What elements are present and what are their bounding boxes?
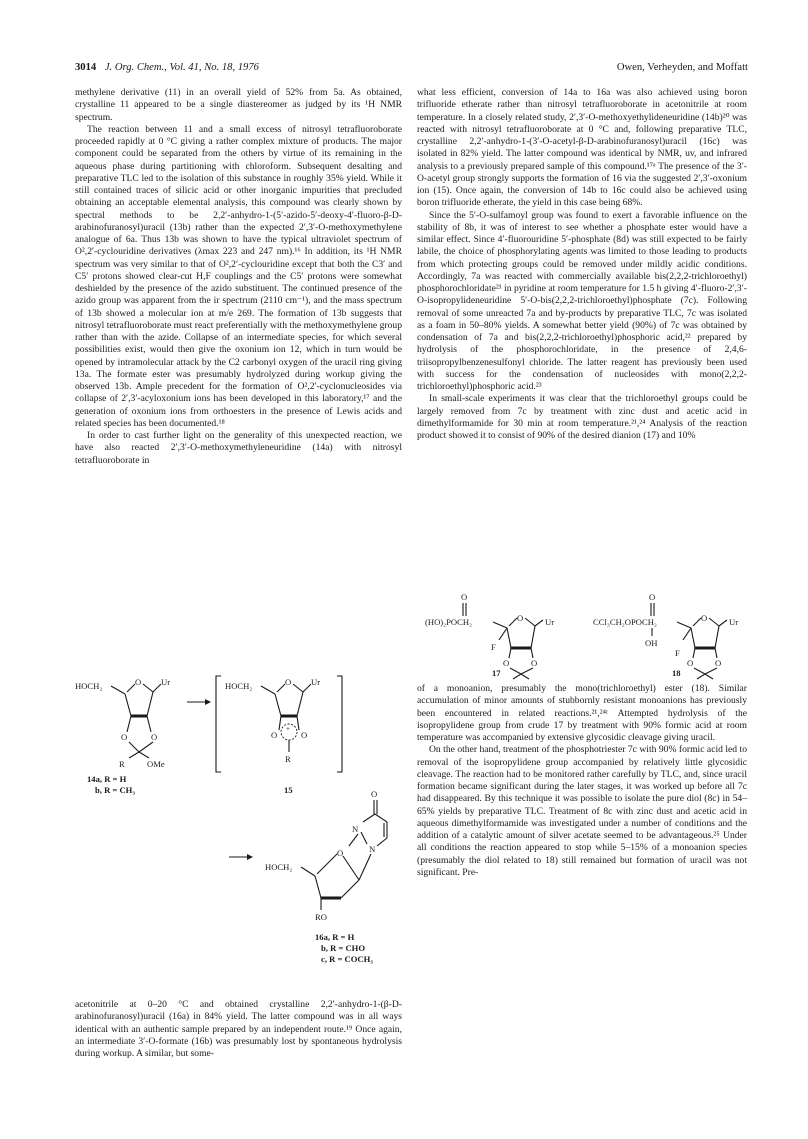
structure-15 <box>216 676 342 795</box>
atom-label: Ur <box>729 617 739 627</box>
paragraph: In small-scale experiments it was clear that the trichloroethyl groups could be largely removed from 7c by treatment with zinc dust and acetic acid in dimethylformamide for 30 min at room temperature.²¹,²⁴ Analysis of the reaction product showed it to consist of 90% of the desired dianion (17) and 10% <box>417 393 747 441</box>
left-column-text <box>75 87 402 467</box>
atom-label: R <box>119 759 125 769</box>
atom-label: Ur <box>311 677 321 687</box>
atom-label: O <box>649 592 656 602</box>
atom-label: O <box>285 677 292 687</box>
atom-label: HOCH₂ <box>225 681 253 691</box>
atom-label: N <box>369 844 376 854</box>
compound-label: 14a, R = H <box>87 774 127 784</box>
atom-label: F <box>491 642 496 652</box>
structure-17 <box>425 592 554 679</box>
atom-label: O <box>517 613 524 623</box>
charge-label: + <box>286 725 290 733</box>
atom-label: N <box>352 824 359 834</box>
running-header-authors: Owen, Verheyden, and Moffatt <box>616 62 748 73</box>
atom-label: (HO)₂POCH₂ <box>425 617 473 627</box>
paragraph: acetonitrile at 0–20 °C and obtained crystalline 2,2′-anhydro-1-(β-D-arabinofuranosyl)uracil (16a) in 84% yield. The latter compound was in all ways identical with an authentic sample prepared by an independent route.¹⁹ Once again, an intermediate 3′-O-formate (16b) was presumably lost by spontaneous hydrolysis during workup. A similar, but some- <box>75 999 402 1059</box>
right-column-text-lower <box>417 683 747 879</box>
compound-label-17: 17 <box>492 668 501 678</box>
atom-label: O <box>371 789 378 799</box>
atom-label: R <box>285 754 291 764</box>
atom-label: F <box>675 648 680 658</box>
structure-14 <box>75 677 170 795</box>
paragraph: The reaction between 11 and a small excess of nitrosyl tetrafluoroborate proceeded rapidly at 0 °C giving a rather complex mixture of products. The major component could be separated from the others by virtue of its remaining in the aqueous phase during partitioning with chloroform. Subsequent desalting and preparative TLC led to the isolation of this substance in roughly 35% yield. While it still contained traces of silicic acid or other inorganic impurities that precluded obtaining an acceptable elemental analysis, this compound was clearly shown by spectral methods to be 2,2′-anhydro-1-(5′-azido-5′-deoxy-4′-fluoro-β-D-arabinofuranosyl)uracil (13b) rather than the expected 2′,3′-O-methoxymethylene analogue of 6a. Thus 13b was shown to have the typical ultraviolet spectrum of O²,2′-cyclouridine derivatives (λmax 223 and 247 nm).¹⁶ In addition, its ¹H NMR spectrum was very similar to that of O²,2′-cyclouridine except that both the C3′ and C5′ protons showed clear-cut H,F couplings and the C5′ protons were somewhat deshielded by the presence of the azido substituent. The continued presence of the azido group was apparent from the ir spectrum (2110 cm⁻¹), and the mass spectrum of 13b showed a molecular ion at m/e 269. The formation of 13b suggests that nitrosyl tetrafluoroborate must react preferentially with the methoxymethylene group rather than with the azide. Collapse of an intermediate species, for which several possibilities exist, would then give the oxonium ion 12, which in turn would be opened by intramolecular attack by the C2 carbonyl oxygen of the uracil ring giving 13a. The formate ester was presumably hydrolyzed during workup giving the observed 13b. Ample precedent for the formation of O²,2′-cyclonucleosides via collapse of 2′,3′-acyloxonium ions has been developed in this laboratory,¹⁷ and the generation of oxonium ions from orthoesters in the presence of Lewis acids and related species has been documented.¹⁸ <box>75 123 402 429</box>
atom-label: CCl₃CH₂OPOCH₂ <box>593 617 657 627</box>
atom-label: O <box>271 730 278 740</box>
paragraph: methylene derivative (11) in an overall yield of 52% from 5a. As obtained, crystalline 11 appeared to be a single diastereomer as judged by its ¹H NMR spectrum. <box>75 87 402 123</box>
atom-label: Ur <box>161 677 171 687</box>
atom-label: HOCH₂ <box>75 681 103 691</box>
atom-label: O <box>715 658 722 668</box>
reaction-arrow <box>187 699 211 705</box>
atom-label: O <box>461 592 468 602</box>
right-column-text <box>417 87 747 442</box>
left-column-text-lower <box>75 999 402 1060</box>
paragraph: Since the 5′-O-sulfamoyl group was found to exert a favorable influence on the stability of 8b, it was of interest to see whether a phosphate ester would have a similar effect. Since 4′-fluorouridine 5′-phosphate (8d) was still expected to be fairly labile, the choice of phosphorylating agents was limited to those leading to products from which protecting groups could be removed under mildly acidic conditions. Accordingly, 7a was reacted with commercially available bis(2,2,2-trichloroethyl) phosphorochloridate²¹ in pyridine at room temperature for 1.5 h giving 4′-fluoro-2′,3′-O-isopropylideneuridine 5′-O-bis(2,2,2-trichloroethyl)phosphate (7c). Following removal of some unreacted 7a and by-products by preparative TLC, 7c was isolated as a foam in 50–80% yields. A somewhat better yield (90%) of 7c was obtained by condensation of 7a and bis(2,2,2-trichloroethyl)phosphoric acid,²² prepared by hydrolysis of the phosphorochloridate, in the presence of 2,4,6-triisopropylbenzenesulfonyl chloride. The latter reagent has previously been used with success for the condensation of nucleosides with mono(2,2,2-trichloroethyl)phosphoric acid.²³ <box>417 209 747 392</box>
reaction-scheme-14-15-16 <box>75 672 405 998</box>
atom-label: O <box>135 677 142 687</box>
running-header-left <box>75 62 259 73</box>
atom-label: OH <box>645 638 658 648</box>
atom-label: HOCH₂ <box>265 862 293 872</box>
atom-label: O <box>531 658 538 668</box>
journal-citation: J. Org. Chem., Vol. 41, No. 18, 1976 <box>104 62 259 73</box>
atom-label: O <box>701 613 708 623</box>
structure-18 <box>593 592 738 679</box>
atom-label: O <box>151 732 158 742</box>
atom-label: O <box>301 730 308 740</box>
reaction-arrow <box>229 854 253 860</box>
atom-label: RO <box>315 912 327 922</box>
paragraph: On the other hand, treatment of the phosphotriester 7c with 90% formic acid led to removal of the isopropylidene group accompanied by relatively little glycosidic cleavage. The reaction had to be monitored rather carefully by TLC, and, since uracil formation became significant during the later stages, it was worked up before all 7c had disappeared. By this technique it was possible to isolate the pure diol (8c) in 54–65% yields by preparative TLC. Treatment of 8c with zinc dust and acetic acid in aqueous dimethylformamide was investigated under a number of conditions and the addition of a catalytic amount of silver acetate seemed to be advantageous.²⁵ Under all conditions the reaction appeared to stop while 5–15% of a monoanion species (presumably the diol related to 18) still remained but formation of uracil was not significant. Pre- <box>417 744 747 878</box>
structure-16 <box>265 789 387 964</box>
compound-label: 16a, R = H <box>315 932 355 942</box>
compound-label: c, R = COCH₃ <box>321 954 373 964</box>
atom-label: Ur <box>545 617 555 627</box>
compound-label: 15 <box>284 785 293 795</box>
paragraph: what less efficient, conversion of 14a to 16a was also achieved using boron trifluoride etherate rather than nitrosyl tetrafluoroborate in acetonitrile at room temperature. In a closely related study, 2′,3′-O-methoxyethylideneuridine (14b)²⁰ was reacted with nitrosyl tetrafluoroborate at 0 °C and, following preparative TLC, crystalline 2,2′-anhydro-1-(3′-O-acetyl-β-D-arabinofuranosyl)uracil (16c) was isolated in 82% yield. The latter compound was identical by NMR, uv, and infrared analysis to a previously prepared sample of this compound.¹⁷ᵃ The presence of the 3′-O-acetyl group strongly supports the formation of 16 via the suggested 2′,3′-oxonium ion (15). Once again, the conversion of 14b to 16c could also be achieved using boron trifluoride etherate, the yield in this case being 68%. <box>417 87 747 209</box>
paragraph: of a monoanion, presumably the mono(trichloroethyl) ester (18). Similar accumulation of minor amounts of stubbornly resistant monoanions has previously been encountered in related reactions.²¹,²⁴ᶜ Attempted hydrolysis of the isopropylidene group from crude 17 by treatment with 90% formic acid at room temperature was accompanied by extensive glycosidic cleavage giving uracil. <box>417 683 747 743</box>
structures-17-18 <box>417 592 747 680</box>
atom-label: O <box>337 848 344 858</box>
atom-label: O <box>687 658 694 668</box>
paragraph: In order to cast further light on the generality of this unexpected reaction, we have also reacted 2′,3′-O-methoxymethyleneuridine (14a) with nitrosyl tetrafluoroborate in <box>75 430 402 466</box>
compound-label-18: 18 <box>672 668 681 678</box>
compound-label: b, R = CH₃ <box>95 785 135 795</box>
atom-label: O <box>121 732 128 742</box>
atom-label: O <box>503 658 510 668</box>
page-number: 3014 <box>75 62 97 73</box>
atom-label: OMe <box>147 759 165 769</box>
compound-label: b, R = CHO <box>321 943 366 953</box>
